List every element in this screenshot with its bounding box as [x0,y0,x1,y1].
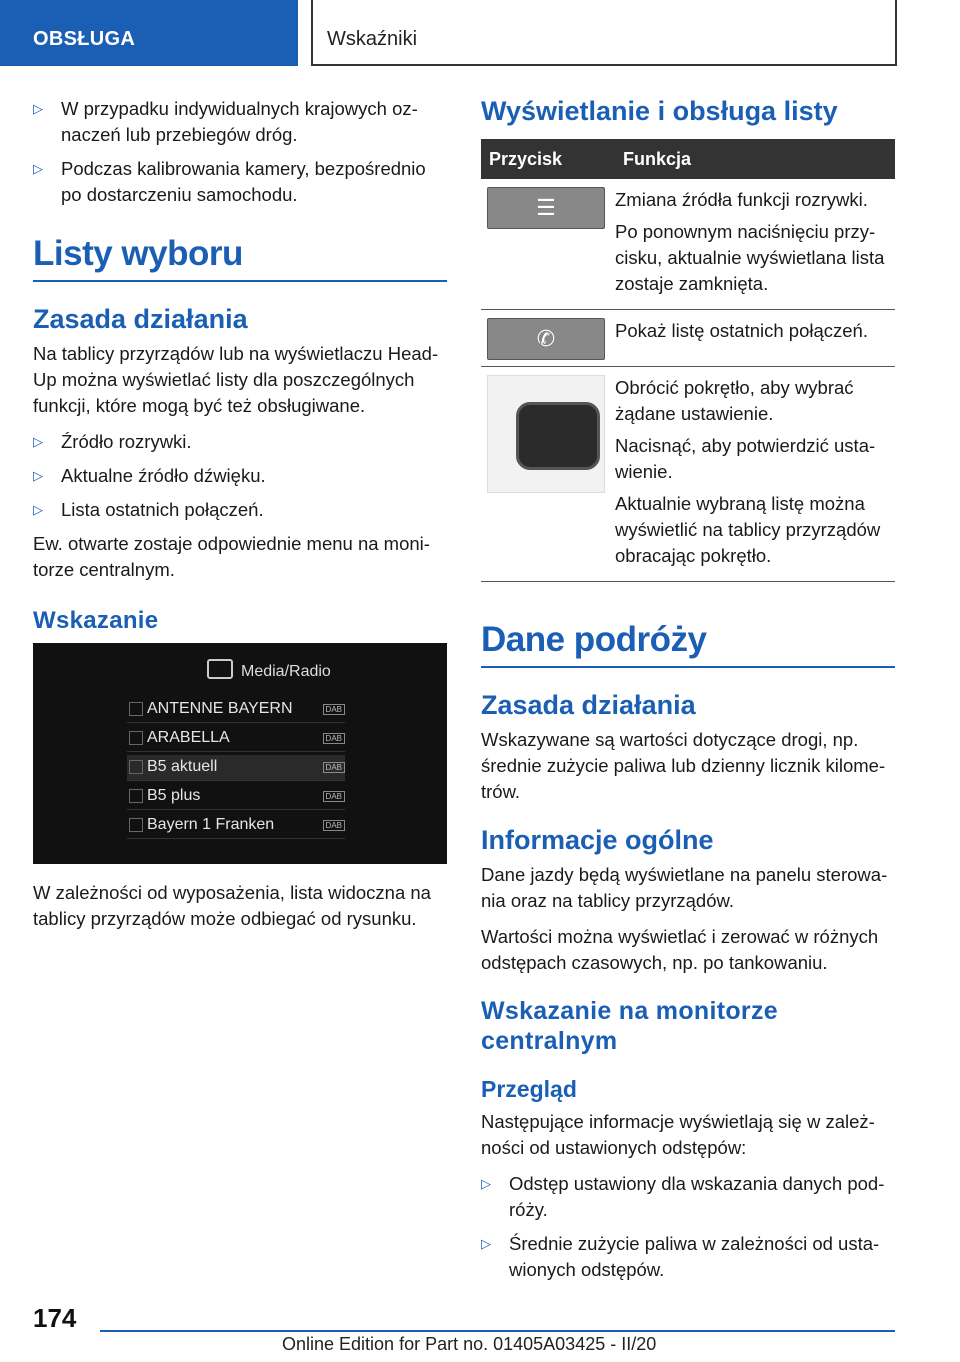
list-item: ANTENNE BAYERN DAB [127,697,345,723]
table-header-row [481,139,895,179]
heading-przeglad: Przegląd [481,1076,577,1102]
section-tab [0,0,298,66]
sources-bullet-list [33,429,447,523]
right-column [481,96,895,1291]
table-row: ✆ Pokaż listę ostatnich połączeń. [481,310,895,367]
paragraph: Wskazywane są wartości dotyczące drogi, np. średnie zużycie paliwa lub dzienny licznik kilometrów. [481,729,886,802]
phone-icon: ✆ [487,318,605,360]
list-item: ▷ Lista ostatnich połączeń. [33,497,447,523]
intro-paragraph: Na tablicy przyrządów lub na wyświetlaczu Head-Up można wyświetlać listy dla poszczególnych funkcji, które mogą być też obsługiwane. [33,343,439,416]
list-icon: ☰ [487,187,605,229]
top-bullet-list [33,96,447,208]
bullet-icon: ▷ [33,161,43,176]
rotary-knob-icon [487,375,605,493]
bullet-icon: ▷ [481,1176,491,1191]
heading-wskazanie-monitor: Wskazanie na monitorze centralnym [481,997,778,1055]
table-row: Obrócić pokrętło, aby wybrać żądane ustawienie. Nacisnąć, aby potwierdzić ustawienie. Aktualnie wybraną listę można wyświetlić na tablicy przyrządów obracając pokrętło. [481,367,895,582]
section-label: OBSŁUGA [33,28,136,50]
left-column [33,96,447,942]
bullet-icon: ▷ [33,502,43,517]
heading-wyswietlanie-listy: Wyświetlanie i obsługa listy [481,96,838,126]
heading-dane-podrozy: Dane podróży [481,620,895,668]
column-header: Funkcja [615,139,895,179]
table-row: ☰ Zmiana źródła funkcji rozrywki. Po ponownym naciśnięciu przycisku, aktualnie wyświetlana lista zostaje zamknięta. [481,179,895,310]
chapter-tab [311,0,897,66]
list-item: B5 plus DAB [127,784,345,810]
bullet-icon: ▷ [33,101,43,116]
media-radio-screenshot [33,643,447,864]
figure-caption: W zależności od wyposażenia, lista widoczna na tablicy przyrządów może odbiegać od rysunku. [33,882,431,929]
heading-informacje-ogolne: Informacje ogólne [481,825,714,855]
list-item: Bayern 1 Franken DAB [127,813,345,839]
heading-zasada-dzialania: Zasada działania [33,304,248,334]
overview-bullet-list [481,1171,895,1283]
paragraph: Dane jazdy będą wyświetlane na panelu sterowania oraz na tablicy przyrządów. [481,864,888,911]
chapter-label: Wskaźniki [327,28,418,50]
heading-zasada-dzialania-2: Zasada działania [481,690,696,720]
list-item: ▷ Średnie zużycie paliwa w zależności od ustawionych odstępów. [481,1233,880,1280]
list-item: ▷ Źródło rozrywki. [33,429,447,455]
bullet-icon: ▷ [33,468,43,483]
media-icon [207,659,233,679]
list-item: ▷ W przypadku indywidualnych krajowych oznaczeń lub przebiegów dróg. [33,98,418,145]
footer-edition: Online Edition for Part no. 01405A03425 - II/20 [282,1334,657,1354]
list-item: ▷ Odstęp ustawiony dla wskazania danych podróży. [481,1173,885,1220]
menu-note: Ew. otwarte zostaje odpowiednie menu na monitorze centralnym. [33,533,430,580]
bullet-icon: ▷ [33,434,43,449]
column-header: Przycisk [481,139,615,179]
paragraph: Następujące informacje wyświetlają się w zależności od ustawionych odstępów: [481,1111,875,1158]
footer-divider [100,1330,895,1332]
function-table [481,139,895,582]
bullet-icon: ▷ [481,1236,491,1251]
screen-title: Media/Radio [207,659,331,681]
heading-wskazanie: Wskazanie [33,607,159,634]
paragraph: Wartości można wyświetlać i zerować w różnych odstępach czasowych, np. po tankowaniu. [481,926,879,973]
list-item: B5 aktuell DAB [127,755,345,781]
heading-listy-wyboru: Listy wyboru [33,234,447,282]
list-item: ▷ Aktualne źródło dźwięku. [33,463,447,489]
page-number: 174 [33,1303,77,1333]
list-item: ▷ Podczas kalibrowania kamery, bezpośrednio po dostarczeniu samochodu. [33,158,426,205]
list-item: ARABELLA DAB [127,726,345,752]
